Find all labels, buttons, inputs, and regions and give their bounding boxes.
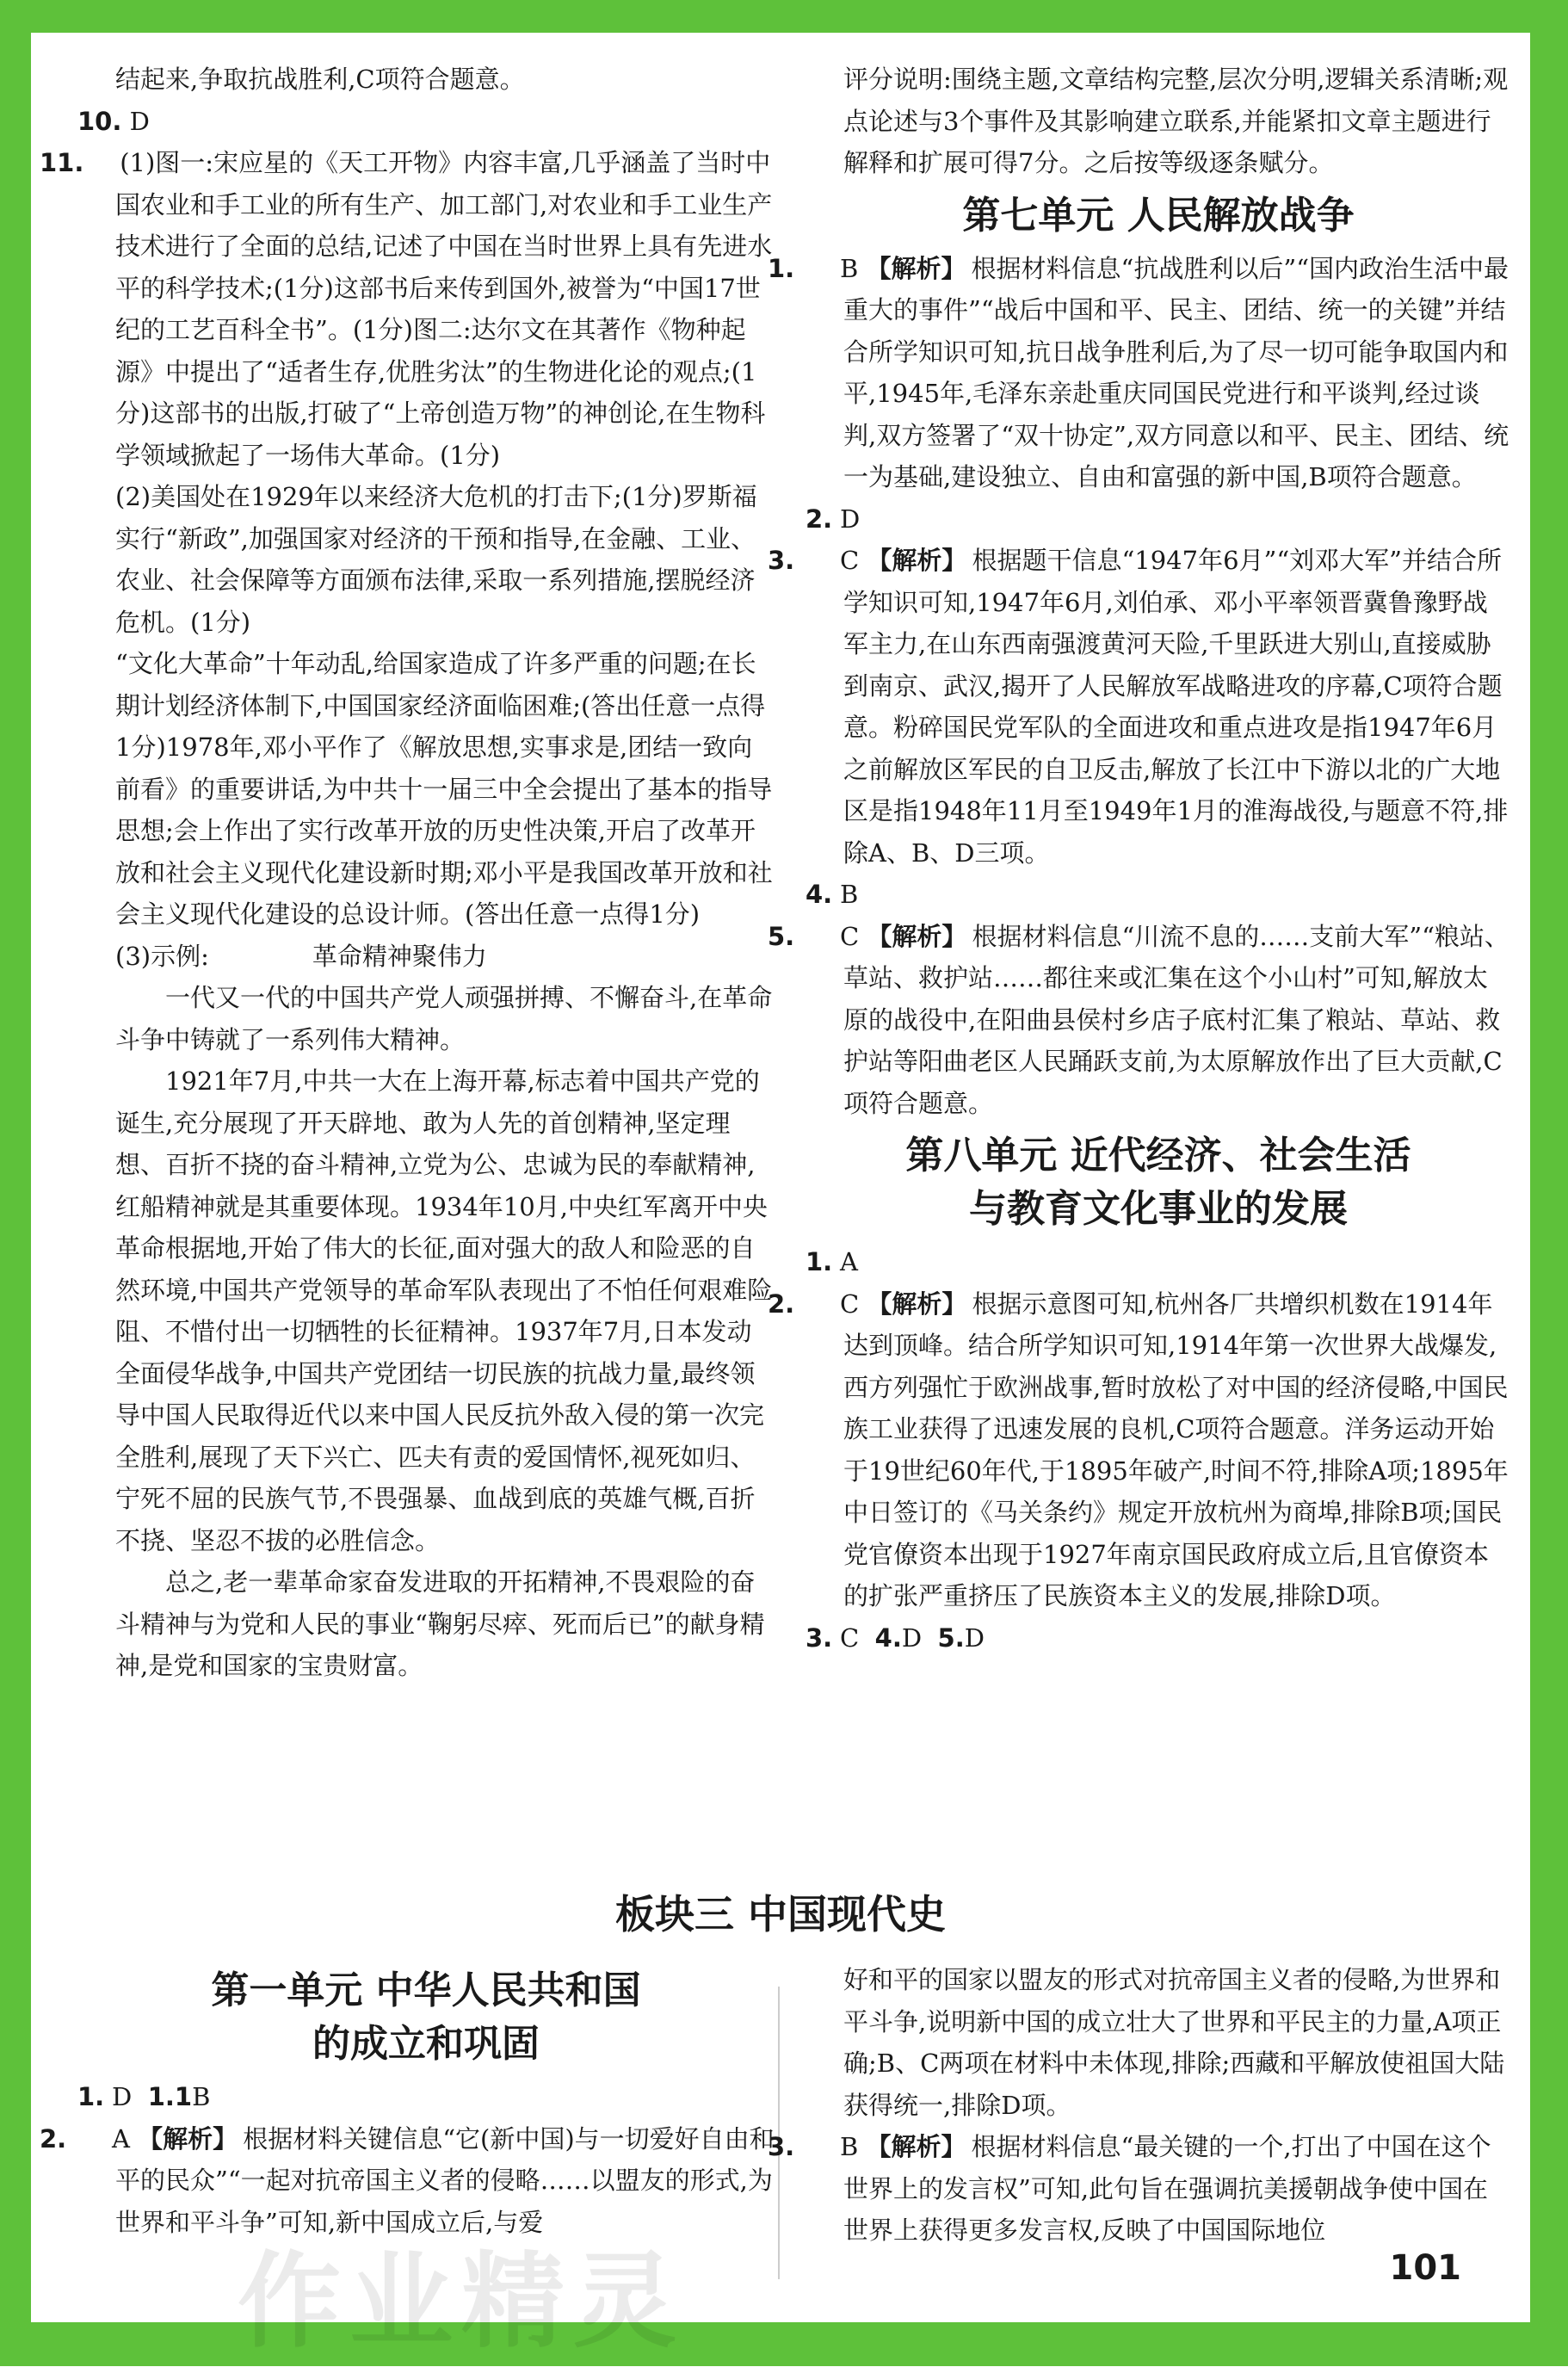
unit-7-heading: 第七单元 人民解放战争: [962, 193, 1355, 238]
bottom-right-column: [768, 1959, 1511, 2252]
answer-10: 10. D: [77, 106, 150, 136]
essay-para: 一代又一代的中国共产党人顽强拼搏、不懈奋斗,在革命斗争中铸就了一系列伟大精神。: [115, 983, 773, 1054]
essay-para: 1921年7月,中共一大在上海开幕,标志着中国共产党的诞生,充分展现了开天辟地、敢为人先的首创精神,坚定理想、百折不挠的奋斗精神,立党为公、忠诚为民的奉献精神,红船精神就是其重要体现。1934年10月,中央红军离开中央革命根据地,开始了伟大的长征,面对强大的敌人和险恶的自然环境,中国共产党领导的革命军队表现出了不怕任何艰难险阻、不惜付出一切牺牲的长征精神。1937年7月,日本发动全面侵华战争,中国共产党团结一切民族的抗战力量,最终领导中国人民取得近代以来中国人民反抗外敌入侵的第一次完全胜利,展现了天下兴亡、匹夫有责的爱国情怀,视死如归、宁死不屈的民族气节,不畏强暴、血战到底的英雄气概,百折不挠、坚忍不拔的必胜信念。: [115, 1066, 773, 1555]
answer-11: 11. (1)图一:宋应星的《天工开物》内容丰富,几乎涵盖了当时中国农业和手工业的所有生产、加工部门,对农业和手工业生产技术进行了全面的总结,记述了中国在当时世界上具有先进水平的科学技术;(1分)这部书后来传到国外,被誉为“中国17世纪的工艺百科全书”。(1分)图二:达尔文在其著作《物种起源》中提出了“适者生存,优胜劣汰”的生物进化论的观点;(1分)这部书的出版,打破了“上帝创造万物”的神创论,在生物科学领域掀起了一场伟大革命。(1分): [40, 148, 773, 470]
unit-1-heading: 第一单元 中华人民共和国: [211, 1968, 641, 2012]
essay-para: 总之,老一辈革命家奋发进取的开拓精神,不畏艰险的奋斗精神与为党和人民的事业“鞠躬尽瘁、死而后已”的献身精神,是党和国家的宝贵财富。: [115, 1567, 765, 1680]
answer-continued: 好和平的国家以盟友的形式对抗帝国主义者的侵略,为世界和平斗争,说明新中国的成立壮大了世界和平民主的力量,A项正确;B、C两项在材料中未体现,排除;西藏和平解放使祖国大陆获得统一,排除D项。: [843, 1965, 1505, 2120]
scoring-note: 评分说明:围绕主题,文章结构完整,层次分明,逻辑关系清晰;观点论述与3个事件及其影响建立联系,并能紧扣文章主题进行解释和扩展可得7分。之后按等级逐条赋分。: [843, 65, 1509, 177]
unit-1-heading-2: 的成立和巩固: [312, 2022, 540, 2066]
answer-item: 3. B 【解析】 根据材料信息“最关键的一个,打出了中国在这个世界上的发言权”可知,此句旨在强调抗美援朝战争使中国在世界上获得更多发言权,反映了中国国际地位: [768, 2132, 1491, 2245]
answer-11-part3: (3)示例: 革命精神聚伟力: [115, 941, 487, 971]
answer-item: 2. A 【解析】 根据材料关键信息“它(新中国)与一切爱好自由和平的民众”“一起对抗帝国主义者的侵略……以盟友的形式,为世界和平斗争”可知,新中国成立后,与爱: [40, 2123, 775, 2237]
answer-item: 1. B 【解析】 根据材料信息“抗战胜利以后”“国内政治生活中最重大的事件”“战后中国和平、民主、团结、统一的关键”并结合所学知识可知,抗日战争胜利后,为了尽一切可能争取国内和平,1945年,毛泽东亲赴重庆同国民党进行和平谈判,经过谈判,双方签署了“双十协定”,双方同意以和平、民主、团结、统一为基础,建设独立、自由和富强的新中国,B项符合题意。: [768, 253, 1509, 491]
bottom-left-column: [40, 1959, 775, 2243]
answer-item: 2. D: [806, 504, 861, 534]
answer-item: 3. C 【解析】 根据题干信息“1947年6月”“刘邓大军”并结合所学知识可知,1947年6月,刘伯承、邓小平率领晋冀鲁豫野战军主力,在山东西南强渡黄河天险,千里跃进大别山,直接威胁到南京、武汉,揭开了人民解放军战略进攻的序幕,C项符合题意。粉碎国民党军队的全面进攻和重点进攻是指1947年6月之前解放区军民的自卫反击,解放了长江中下游以北的广大地区是指1948年11月至1949年1月的淮海战役,与题意不符,排除A、B、D三项。: [768, 546, 1509, 868]
answer-item: 5. C 【解析】 根据材料信息“川流不息的……支前大军”“粮站、草站、救护站……都往来或汇集在这个小山村”可知,解放太原的战役中,在阳曲县侯村乡店子底村汇集了粮站、草站、救护站等阳曲老区人民踊跃支前,为太原解放作出了巨大贡献,C项符合题意。: [768, 921, 1509, 1118]
page-number: 101: [1389, 2248, 1461, 2288]
answer-item: 4. B: [806, 880, 859, 909]
right-column: [768, 59, 1511, 1659]
left-line: 结起来,争取抗战胜利,C项符合题意。: [115, 65, 525, 94]
watermark: 作业精灵: [238, 2242, 685, 2362]
answer-11-part2b: “文化大革命”十年动乱,给国家造成了许多严重的问题;在长期计划经济体制下,中国国家经济面临困难;(答出任意一点得1分)1978年,邓小平作了《解放思想,实事求是,团结一致向前看》的重要讲话,为中共十一届三中全会提出了基本的指导思想;会上作出了实行改革开放的历史性决策,开启了改革开放和社会主义现代化建设新时期;邓小平是我国改革开放和社会主义现代化建设的总设计师。(答出任意一点得1分): [115, 649, 773, 929]
answer-item: 1. D 1.1B: [77, 2082, 211, 2111]
unit-8-heading-2: 与教育文化事业的发展: [969, 1187, 1348, 1231]
answer-item: 1. A: [806, 1247, 858, 1276]
left-column: [40, 59, 775, 1687]
essay-title: 革命精神聚伟力: [312, 941, 487, 971]
answer-11-part2: (2)美国处在1929年以来经济大危机的打击下;(1分)罗斯福实行“新政”,加强国家对经济的干预和指导,在金融、工业、农业、社会保障等方面颁布法律,采取一系列措施,摆脱经济危机。(1分): [115, 482, 757, 637]
answer-item: 2. C 【解析】 根据示意图可知,杭州各厂共增织机数在1914年达到顶峰。结合所学知识可知,1914年第一次世界大战爆发,西方列强忙于欧洲战事,暂时放松了对中国的经济侵略,中国民族工业获得了迅速发展的良机,C项符合题意。洋务运动开始于19世纪60年代,于1895年破产,时间不符,排除A项;1895年中日签订的《马关条约》规定开放杭州为商埠,排除B项;国民党官僚资本出现于1927年南京国民政府成立后,且官僚资本的扩张严重挤压了民族资本主义的发展,排除D项。: [768, 1289, 1509, 1610]
block-title: 板块三 中国现代史: [614, 1891, 946, 1937]
unit-8-heading: 第八单元 近代经济、社会生活: [905, 1134, 1411, 1177]
answer-item: 3. C 4.D 5.D: [806, 1622, 985, 1653]
answer-page: [31, 33, 1530, 2362]
